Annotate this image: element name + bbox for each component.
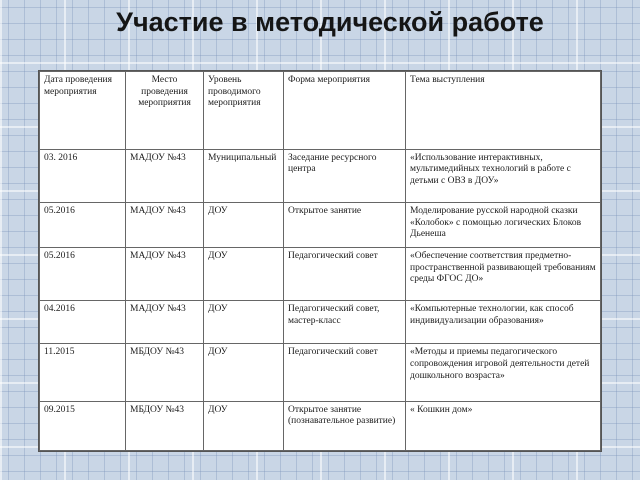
header-topic: Тема выступления [406,72,601,150]
cell-place: МБДОУ №43 [126,401,204,450]
header-form: Форма мероприятия [284,72,406,150]
cell-place: МБДОУ №43 [126,344,204,401]
header-level: Уровень проводимого мероприятия [204,72,284,150]
cell-place: МАДОУ №43 [126,248,204,301]
cell-date: 04.2016 [40,301,126,344]
cell-form: Педагогический совет [284,248,406,301]
cell-date: 05.2016 [40,248,126,301]
cell-topic: Моделирование русской народной сказки «Колобок» с помощью логических Блоков Дьенеша [406,203,601,248]
cell-form: Педагогический совет, мастер-класс [284,301,406,344]
table-row [40,301,601,344]
cell-level: ДОУ [204,301,284,344]
cell-date: 03. 2016 [40,149,126,202]
cell-level: ДОУ [204,248,284,301]
cell-topic: «Методы и приемы педагогического сопровождения игровой деятельности детей дошкольного возраста» [406,344,601,401]
cell-topic: «Компьютерные технологии, как способ индивидуализации образования» [406,301,601,344]
cell-place: МАДОУ №43 [126,149,204,202]
cell-place: МАДОУ №43 [126,203,204,248]
methodical-work-table [38,70,602,452]
cell-topic: «Использование интерактивных, мультимедийных технологий в работе с детьми с ОВЗ в ДОУ» [406,149,601,202]
cell-form: Педагогический совет [284,344,406,401]
cell-form: Заседание ресурсного центра [284,149,406,202]
table-header-row [40,72,601,150]
table-row [40,149,601,202]
cell-form: Открытое занятие [284,203,406,248]
cell-date: 09.2015 [40,401,126,450]
header-date: Дата проведения мероприятия [40,72,126,150]
cell-level: ДОУ [204,203,284,248]
table-row [40,203,601,248]
page-title: Участие в методической работе [116,7,544,37]
cell-topic: «Обеспечение соответствия предметно-пространственной развивающей требованиям среды ФГОС ДО» [406,248,601,301]
cell-level: ДОУ [204,401,284,450]
cell-level: Муниципальный [204,149,284,202]
table-row [40,248,601,301]
header-place: Место проведения мероприятия [126,72,204,150]
cell-form: Открытое занятие (познавательное развитие) [284,401,406,450]
table-row [40,344,601,401]
cell-topic: « Кошкин дом» [406,401,601,450]
cell-place: МАДОУ №43 [126,301,204,344]
table-row [40,401,601,450]
cell-level: ДОУ [204,344,284,401]
cell-date: 11.2015 [40,344,126,401]
cell-date: 05.2016 [40,203,126,248]
